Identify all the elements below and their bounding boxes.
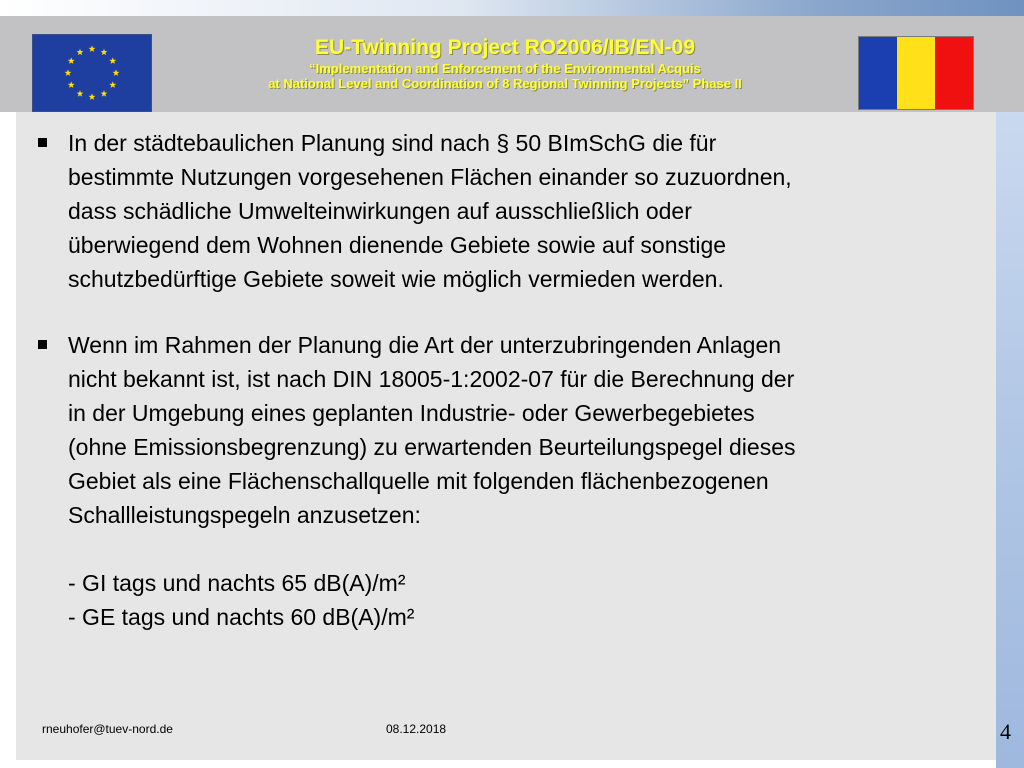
footer-date: 08.12.2018 bbox=[386, 722, 447, 736]
romania-flag-yellow-stripe bbox=[897, 37, 935, 109]
bullet-text-line: dass schädliche Umwelteinwirkungen auf ausschließlich oder bbox=[68, 198, 692, 224]
romania-flag-red-stripe bbox=[935, 37, 973, 109]
square-bullet-icon bbox=[38, 340, 47, 349]
top-gradient-strip bbox=[0, 0, 1024, 16]
bullet-text-line: In der städtebaulichen Planung sind nach § 50 BImSchG die für bbox=[68, 130, 717, 156]
ge-level-line: - GE tags und nachts 60 dB(A)/m² bbox=[68, 604, 415, 630]
eu-star-icon bbox=[68, 57, 75, 64]
bullet-item-planning bbox=[30, 126, 980, 296]
bullet-text-line: Gebiet als eine Flächenschallquelle mit folgenden flächenbezogenen bbox=[68, 468, 769, 494]
eu-star-icon bbox=[109, 57, 116, 64]
bullet-item-din-18005 bbox=[30, 328, 980, 634]
eu-flag-icon bbox=[32, 34, 152, 112]
eu-star-icon bbox=[101, 90, 108, 97]
eu-star-icon bbox=[89, 93, 96, 100]
eu-star-icon bbox=[101, 49, 108, 56]
project-subtitle-line2: at National Level and Coordination of 8 Regional Twinning Projects” Phase II bbox=[268, 76, 742, 91]
romania-flag-icon bbox=[858, 36, 974, 110]
footer-email: rneuhofer@tuev-nord.de bbox=[42, 722, 173, 736]
gi-level-line: - GI tags und nachts 65 dB(A)/m² bbox=[68, 570, 406, 596]
project-title: EU-Twinning Project RO2006/IB/EN-09 bbox=[314, 36, 696, 59]
line-spacer bbox=[68, 532, 980, 566]
eu-star-icon bbox=[65, 69, 72, 76]
project-subtitle-line1: “Implementation and Enforcement of the Environmental Acquis bbox=[309, 61, 701, 76]
bullet-text-line: Schallleistungspegeln anzusetzen: bbox=[68, 502, 421, 528]
bullet-text-line: nicht bekannt ist, ist nach DIN 18005-1:2002-07 für die Berechnung der bbox=[68, 366, 795, 392]
eu-star-icon bbox=[77, 49, 84, 56]
eu-star-icon bbox=[68, 81, 75, 88]
bullet-text-line: bestimmte Nutzungen vorgesehenen Flächen einander so zuzuordnen, bbox=[68, 164, 792, 190]
right-gradient-strip bbox=[996, 112, 1024, 768]
bullet-text-line: Wenn im Rahmen der Planung die Art der unterzubringenden Anlagen bbox=[68, 332, 782, 358]
bullet-text-line: schutzbedürftige Gebiete soweit wie möglich vermieden werden. bbox=[68, 266, 724, 292]
bullet-list bbox=[30, 126, 980, 634]
eu-star-icon bbox=[89, 45, 96, 52]
bullet-text-line: (ohne Emissionsbegrenzung) zu erwartenden Beurteilungspegel dieses bbox=[68, 434, 796, 460]
eu-star-icon bbox=[113, 69, 120, 76]
romania-flag-blue-stripe bbox=[859, 37, 897, 109]
eu-star-icon bbox=[109, 81, 116, 88]
page-number: 4 bbox=[1000, 719, 1011, 744]
square-bullet-icon bbox=[38, 138, 47, 147]
eu-star-icon bbox=[77, 90, 84, 97]
bullet-text-line: überwiegend dem Wohnen dienende Gebiete sowie auf sonstige bbox=[68, 232, 727, 258]
bullet-text-line: in der Umgebung eines geplanten Industrie- oder Gewerbegebietes bbox=[68, 400, 755, 426]
